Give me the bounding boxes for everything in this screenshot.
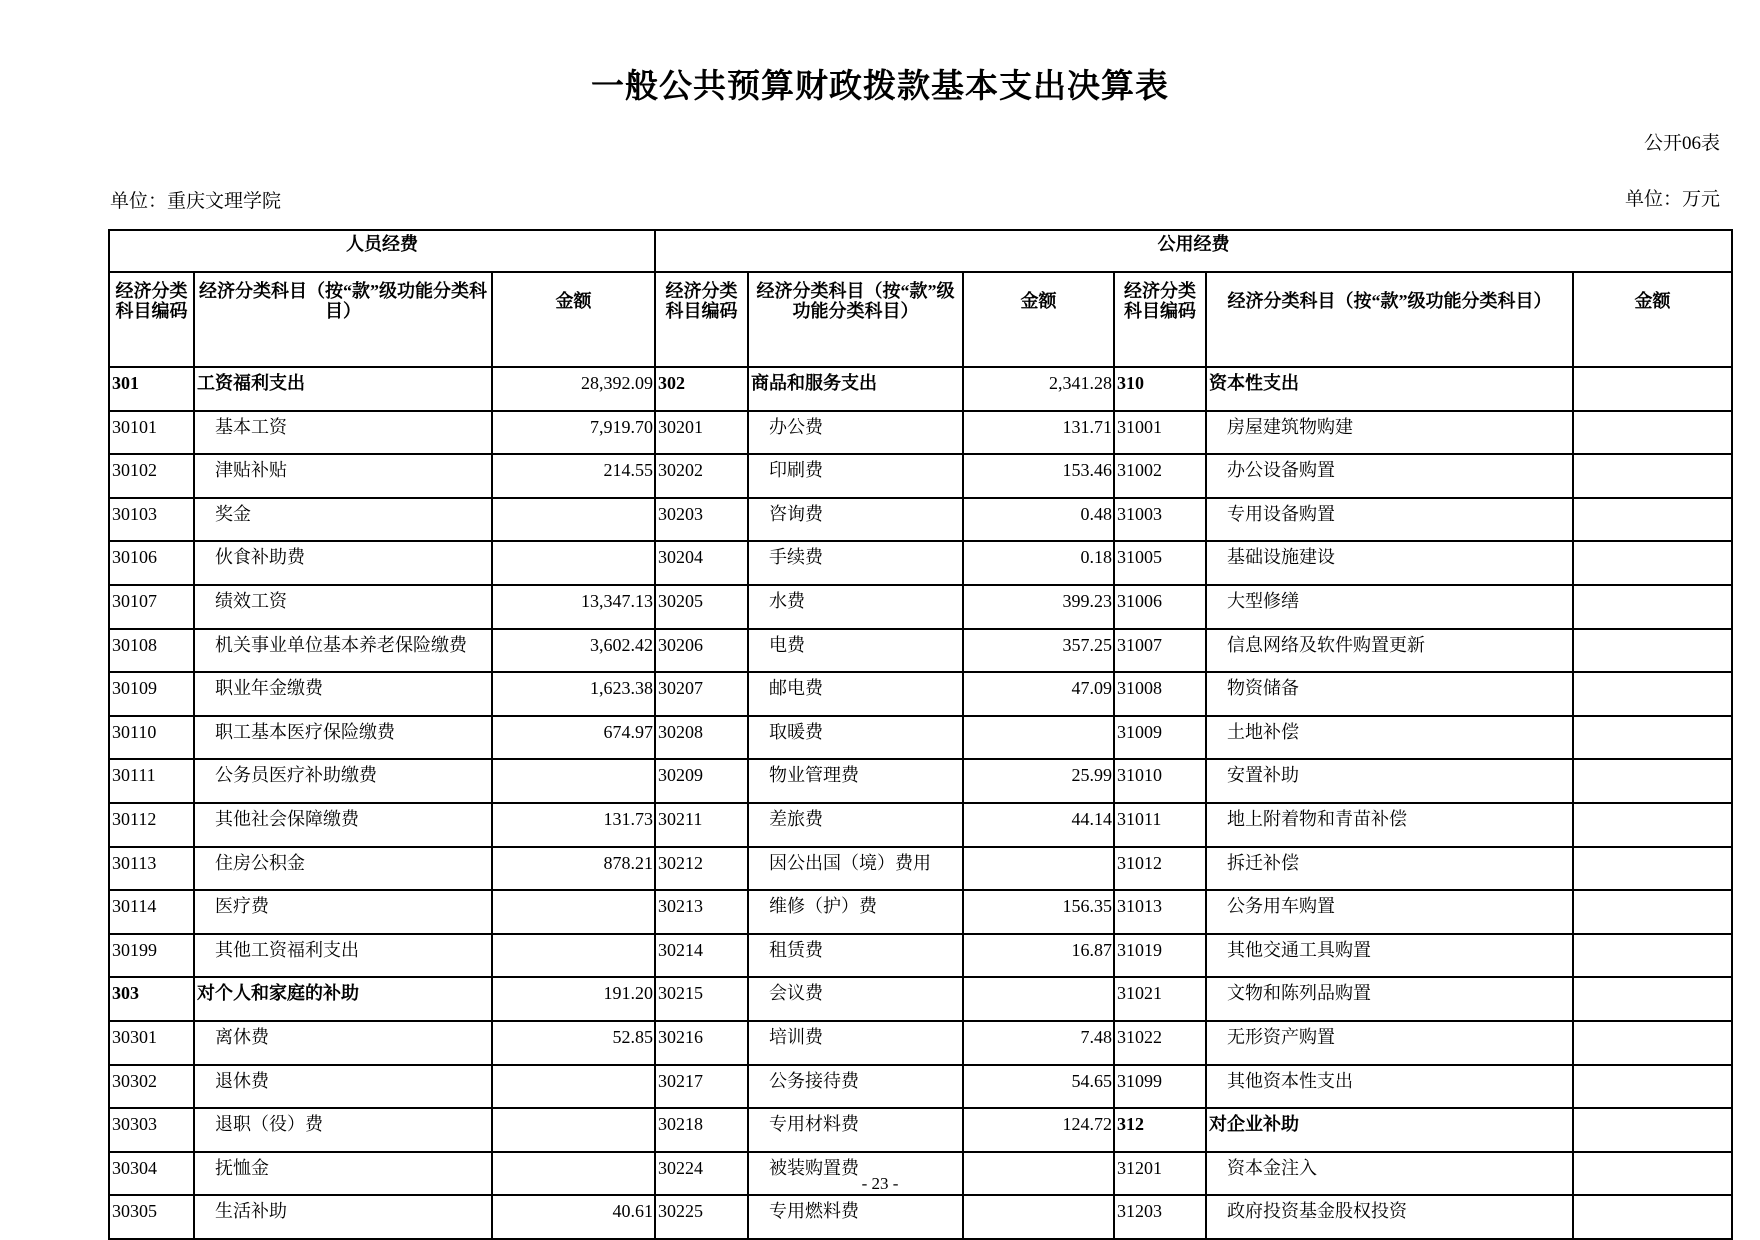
cell-code: 30214	[655, 934, 748, 978]
cell-name: 咨询费	[748, 498, 963, 542]
cell-amount	[963, 716, 1114, 760]
cell-code: 31201	[1114, 1152, 1206, 1196]
cell-code: 31203	[1114, 1195, 1206, 1239]
cell-amount	[1573, 629, 1732, 673]
table-row	[109, 411, 1732, 455]
cell-code: 31019	[1114, 934, 1206, 978]
cell-name: 专用燃料费	[748, 1195, 963, 1239]
cell-amount	[1573, 716, 1732, 760]
cell-amount: 54.65	[963, 1065, 1114, 1109]
table-row	[109, 716, 1732, 760]
table-row	[109, 1195, 1732, 1239]
cell-code: 31001	[1114, 411, 1206, 455]
cell-code: 31008	[1114, 672, 1206, 716]
expenditure-table	[108, 229, 1733, 1240]
cell-name: 资本性支出	[1206, 367, 1573, 411]
cell-code: 31013	[1114, 890, 1206, 934]
cell-name: 津贴补贴	[194, 454, 492, 498]
cell-code: 30109	[109, 672, 194, 716]
cell-name: 离休费	[194, 1021, 492, 1065]
table-row	[109, 803, 1732, 847]
cell-name: 公务员医疗补助缴费	[194, 759, 492, 803]
cell-amount	[1573, 1195, 1732, 1239]
cell-name: 因公出国（境）费用	[748, 847, 963, 891]
cell-name: 文物和陈列品购置	[1206, 977, 1573, 1021]
cell-name: 维修（护）费	[748, 890, 963, 934]
cell-amount	[492, 498, 655, 542]
cell-amount: 0.48	[963, 498, 1114, 542]
cell-name: 抚恤金	[194, 1152, 492, 1196]
cell-code: 30204	[655, 541, 748, 585]
cell-amount	[963, 977, 1114, 1021]
cell-name: 其他资本性支出	[1206, 1065, 1573, 1109]
cell-code: 31012	[1114, 847, 1206, 891]
cell-amount	[963, 847, 1114, 891]
cell-name: 伙食补助费	[194, 541, 492, 585]
cell-amount	[492, 1065, 655, 1109]
cell-amount	[1573, 1021, 1732, 1065]
cell-name: 退休费	[194, 1065, 492, 1109]
header-name: 经济分类科目（按“款”级功能分类科目）	[194, 272, 492, 367]
table-row	[109, 367, 1732, 411]
cell-amount: 2,341.28	[963, 367, 1114, 411]
cell-code: 30110	[109, 716, 194, 760]
cell-amount	[1573, 1108, 1732, 1152]
cell-code: 30101	[109, 411, 194, 455]
cell-name: 奖金	[194, 498, 492, 542]
cell-code: 31005	[1114, 541, 1206, 585]
table-row	[109, 498, 1732, 542]
table-row	[109, 629, 1732, 673]
cell-amount	[1573, 498, 1732, 542]
cell-code: 30111	[109, 759, 194, 803]
table-row	[109, 934, 1732, 978]
cell-code: 30199	[109, 934, 194, 978]
cell-name: 其他交通工具购置	[1206, 934, 1573, 978]
cell-name: 职工基本医疗保险缴费	[194, 716, 492, 760]
cell-name: 土地补偿	[1206, 716, 1573, 760]
cell-name: 对企业补助	[1206, 1108, 1573, 1152]
cell-code: 30305	[109, 1195, 194, 1239]
group-personnel: 人员经费	[109, 230, 655, 272]
cell-code: 31007	[1114, 629, 1206, 673]
cell-amount: 124.72	[963, 1108, 1114, 1152]
cell-name: 无形资产购置	[1206, 1021, 1573, 1065]
table-row	[109, 977, 1732, 1021]
cell-code: 30224	[655, 1152, 748, 1196]
cell-name: 政府投资基金股权投资	[1206, 1195, 1573, 1239]
cell-code: 31011	[1114, 803, 1206, 847]
cell-code: 31022	[1114, 1021, 1206, 1065]
cell-code: 30106	[109, 541, 194, 585]
table-row	[109, 585, 1732, 629]
table-row	[109, 890, 1732, 934]
cell-amount	[1573, 367, 1732, 411]
page-title: 一般公共预算财政拨款基本支出决算表	[591, 69, 1169, 105]
cell-name: 住房公积金	[194, 847, 492, 891]
group-header-row	[109, 230, 1732, 272]
cell-amount: 7,919.70	[492, 411, 655, 455]
cell-amount	[492, 890, 655, 934]
cell-name: 印刷费	[748, 454, 963, 498]
cell-name: 大型修缮	[1206, 585, 1573, 629]
header-amount: 金额	[492, 272, 655, 367]
table-row	[109, 672, 1732, 716]
cell-name: 会议费	[748, 977, 963, 1021]
cell-name: 职业年金缴费	[194, 672, 492, 716]
cell-code: 30301	[109, 1021, 194, 1065]
cell-amount: 40.61	[492, 1195, 655, 1239]
cell-code: 31009	[1114, 716, 1206, 760]
table-row	[109, 1108, 1732, 1152]
header-name: 经济分类科目（按“款”级功能分类科目）	[1206, 272, 1573, 367]
cell-code: 30203	[655, 498, 748, 542]
cell-name: 其他社会保障缴费	[194, 803, 492, 847]
cell-amount	[1573, 977, 1732, 1021]
cell-code: 30212	[655, 847, 748, 891]
cell-amount	[1573, 541, 1732, 585]
cell-name: 差旅费	[748, 803, 963, 847]
cell-amount: 13,347.13	[492, 585, 655, 629]
cell-name: 专用材料费	[748, 1108, 963, 1152]
group-public: 公用经费	[655, 230, 1732, 272]
cell-amount: 16.87	[963, 934, 1114, 978]
header-code: 经济分类科目编码	[109, 272, 194, 367]
cell-amount: 674.97	[492, 716, 655, 760]
cell-code: 30205	[655, 585, 748, 629]
cell-amount: 0.18	[963, 541, 1114, 585]
cell-name: 商品和服务支出	[748, 367, 963, 411]
cell-amount: 1,623.38	[492, 672, 655, 716]
reporting-unit: 单位：重庆文理学院	[110, 191, 282, 212]
cell-name: 绩效工资	[194, 585, 492, 629]
currency-unit: 单位：万元	[1624, 189, 1720, 210]
cell-name: 物资储备	[1206, 672, 1573, 716]
cell-code: 303	[109, 977, 194, 1021]
cell-name: 地上附着物和青苗补偿	[1206, 803, 1573, 847]
cell-amount: 131.71	[963, 411, 1114, 455]
cell-code: 30225	[655, 1195, 748, 1239]
cell-name: 被装购置费	[748, 1152, 963, 1196]
cell-code: 312	[1114, 1108, 1206, 1152]
cell-amount	[1573, 934, 1732, 978]
cell-code: 30303	[109, 1108, 194, 1152]
table-row	[109, 847, 1732, 891]
cell-code: 30207	[655, 672, 748, 716]
cell-name: 物业管理费	[748, 759, 963, 803]
page-number: - 23 -	[861, 1174, 899, 1193]
cell-name: 医疗费	[194, 890, 492, 934]
cell-name: 工资福利支出	[194, 367, 492, 411]
cell-name: 资本金注入	[1206, 1152, 1573, 1196]
cell-amount	[1573, 454, 1732, 498]
cell-code: 30107	[109, 585, 194, 629]
cell-code: 30215	[655, 977, 748, 1021]
cell-code: 310	[1114, 367, 1206, 411]
cell-amount	[1573, 759, 1732, 803]
cell-name: 安置补助	[1206, 759, 1573, 803]
cell-amount: 44.14	[963, 803, 1114, 847]
cell-code: 30302	[109, 1065, 194, 1109]
cell-amount	[1573, 803, 1732, 847]
cell-amount	[1573, 1065, 1732, 1109]
cell-name: 办公费	[748, 411, 963, 455]
cell-amount	[1573, 585, 1732, 629]
cell-amount: 191.20	[492, 977, 655, 1021]
cell-code: 31021	[1114, 977, 1206, 1021]
cell-name: 生活补助	[194, 1195, 492, 1239]
cell-amount	[492, 1108, 655, 1152]
cell-code: 30216	[655, 1021, 748, 1065]
header-code: 经济分类科目编码	[1114, 272, 1206, 367]
cell-amount	[492, 759, 655, 803]
cell-name: 培训费	[748, 1021, 963, 1065]
cell-code: 30217	[655, 1065, 748, 1109]
cell-name: 租赁费	[748, 934, 963, 978]
cell-amount	[1573, 411, 1732, 455]
cell-amount: 3,602.42	[492, 629, 655, 673]
cell-name: 基础设施建设	[1206, 541, 1573, 585]
column-header-row	[109, 272, 1732, 367]
cell-name: 拆迁补偿	[1206, 847, 1573, 891]
cell-code: 31003	[1114, 498, 1206, 542]
cell-name: 公务用车购置	[1206, 890, 1573, 934]
cell-code: 30201	[655, 411, 748, 455]
cell-code: 30208	[655, 716, 748, 760]
cell-name: 机关事业单位基本养老保险缴费	[194, 629, 492, 673]
cell-name: 退职（役）费	[194, 1108, 492, 1152]
table-row	[109, 1021, 1732, 1065]
cell-name: 公务接待费	[748, 1065, 963, 1109]
cell-amount	[1573, 672, 1732, 716]
header-code: 经济分类科目编码	[655, 272, 748, 367]
cell-name: 对个人和家庭的补助	[194, 977, 492, 1021]
cell-amount: 399.23	[963, 585, 1114, 629]
header-name: 经济分类科目（按“款”级功能分类科目）	[748, 272, 963, 367]
table-row	[109, 454, 1732, 498]
cell-amount	[492, 934, 655, 978]
form-number: 公开06表	[1643, 133, 1720, 154]
cell-code: 30114	[109, 890, 194, 934]
cell-name: 邮电费	[748, 672, 963, 716]
cell-amount: 131.73	[492, 803, 655, 847]
cell-amount: 878.21	[492, 847, 655, 891]
cell-code: 30211	[655, 803, 748, 847]
cell-code: 31010	[1114, 759, 1206, 803]
cell-code: 30113	[109, 847, 194, 891]
table-row	[109, 759, 1732, 803]
cell-name: 信息网络及软件购置更新	[1206, 629, 1573, 673]
cell-code: 30108	[109, 629, 194, 673]
cell-name: 其他工资福利支出	[194, 934, 492, 978]
cell-code: 30218	[655, 1108, 748, 1152]
cell-code: 30206	[655, 629, 748, 673]
cell-amount	[1573, 847, 1732, 891]
cell-amount: 7.48	[963, 1021, 1114, 1065]
cell-code: 30209	[655, 759, 748, 803]
cell-name: 取暖费	[748, 716, 963, 760]
cell-amount	[963, 1195, 1114, 1239]
cell-code: 30112	[109, 803, 194, 847]
cell-code: 301	[109, 367, 194, 411]
cell-code: 30102	[109, 454, 194, 498]
table-row	[109, 1065, 1732, 1109]
cell-name: 专用设备购置	[1206, 498, 1573, 542]
cell-code: 30213	[655, 890, 748, 934]
cell-code: 30103	[109, 498, 194, 542]
table-row	[109, 541, 1732, 585]
header-amount: 金额	[963, 272, 1114, 367]
cell-amount: 357.25	[963, 629, 1114, 673]
cell-code: 302	[655, 367, 748, 411]
cell-name: 水费	[748, 585, 963, 629]
cell-amount: 28,392.09	[492, 367, 655, 411]
cell-amount	[1573, 890, 1732, 934]
header-amount: 金额	[1573, 272, 1732, 367]
cell-amount: 25.99	[963, 759, 1114, 803]
cell-name: 房屋建筑物购建	[1206, 411, 1573, 455]
cell-amount: 156.35	[963, 890, 1114, 934]
cell-code: 31006	[1114, 585, 1206, 629]
cell-name: 手续费	[748, 541, 963, 585]
cell-name: 电费	[748, 629, 963, 673]
cell-code: 30304	[109, 1152, 194, 1196]
cell-code: 31099	[1114, 1065, 1206, 1109]
cell-amount: 153.46	[963, 454, 1114, 498]
cell-amount: 214.55	[492, 454, 655, 498]
cell-amount: 52.85	[492, 1021, 655, 1065]
cell-name: 基本工资	[194, 411, 492, 455]
cell-code: 31002	[1114, 454, 1206, 498]
cell-amount	[492, 541, 655, 585]
cell-amount: 47.09	[963, 672, 1114, 716]
cell-name: 办公设备购置	[1206, 454, 1573, 498]
cell-code: 30202	[655, 454, 748, 498]
